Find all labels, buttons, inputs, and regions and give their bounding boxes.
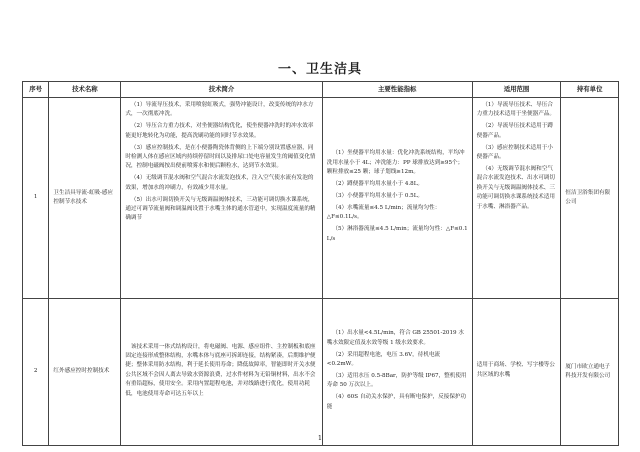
metric-item: （5）淋浴器流量≤4.5 L/min；流量均匀性：△F≤0.1 L/s xyxy=(326,226,468,242)
header-number: 序号 xyxy=(23,82,49,98)
table-row xyxy=(23,98,619,299)
table-row xyxy=(23,299,619,446)
metric-item: （3）小便器平均用水量小于 0.5L。 xyxy=(332,193,424,200)
section-title: 一、卫生洁具 xyxy=(277,62,362,77)
application-scope xyxy=(472,98,561,299)
tech-name: 卫生洁具导流-虹吸-感应控制节水技术 xyxy=(49,98,121,299)
holder-unit: 厦门市欧立通电子科技开发有限公司 xyxy=(561,299,619,446)
row-number: 1 xyxy=(23,98,49,299)
scope-item: （4）无级调节混水阀和空气混合水流发泡技术、出水可调切换开关与无级调温阀体技术、三功能可调切换水课系统技术适用于水嘴、淋浴器产品。 xyxy=(476,165,555,210)
table-header-row xyxy=(23,82,619,98)
scope-item: （1）导流导压技术、导压合力重力技术适用于坐便器产品。 xyxy=(476,102,555,118)
intro-paragraph: 该技术采用一体式结构设计，将电磁阀、电源、感应组件、主控制板和底座固定连接形成整体结构，水嘴本体与底座可拆卸连接，结构紧凑，后期维护便捷；整体采用防水结构，利于延长使用寿命；降低故障率，智能即时开关水便公共区域不会因人离去导致水资源浪费，过水件材料为无铅铜材料，出水不会有重铅超标，使用安全。采用内置超程电池，并对线路进行优化，使用功耗低，电池使用寿命可达五年以上 xyxy=(125,343,316,397)
metric-item: （2）采用超程电池，电压 3.6V，待机电流<0.2mW。 xyxy=(326,351,441,368)
header-scope: 适用范围 xyxy=(472,82,561,98)
page-number: 1 xyxy=(317,434,323,442)
scope-item: （2）导流导压技术适用于蹲便器产品。 xyxy=(476,123,553,139)
intro-paragraph: （1）导流导压技术，采用喷射虹吸式，强势冲能设计，改变传统的冲水方式，一次彻底冲洗。 xyxy=(125,102,314,118)
tech-intro xyxy=(121,98,322,299)
metric-item: （4）水嘴流量≤4.5 L/min；流量均匀性：△F≤0.1L/s。 xyxy=(326,204,441,221)
header-holder: 持有单位 xyxy=(561,82,619,98)
metric-item: （1）坐便器平均用水量：优化冲洗系统结构，平均冲洗用水量小于 4L；冲洗能力：PP 球排放达到≥95个；颗粒排放≤25 颗；球子划线≥12m。 xyxy=(326,150,465,176)
intro-paragraph: （5）出水可调切换开关与无级调温阀体技术，三功能可调切换水课系统，通过可调节流量阀和调温阀设置于水嘴主体的通水管道中，实现温度流量的精确调节 xyxy=(125,196,316,222)
header-tech-intro: 技术简介 xyxy=(121,82,322,98)
header-tech-name: 技术名称 xyxy=(49,82,121,98)
sanitary-ware-table xyxy=(22,81,619,446)
row-number: 2 xyxy=(23,299,49,446)
scope-item: 适用于商场、学校、写字楼等公共区域的水嘴 xyxy=(476,362,555,378)
holder-unit: 恒洁卫浴集团有限公司 xyxy=(561,98,619,299)
performance-metrics xyxy=(322,98,472,299)
metric-item: （3）适用水压 0.5-8Bar，防护等级 IP67，整机使用寿命 50 万次以上。 xyxy=(326,373,467,389)
intro-paragraph: （2）导压合力重力技术，对坐便器结构优化，使坐便器冲洗时的冲水效率能更好地转化为功能，提高洗刷功能的同时节水效果。 xyxy=(125,123,314,139)
scope-item: （3）感应控制技术适用于小便器产品。 xyxy=(476,144,553,161)
metric-item: （1）出水量<4.5L/min，符合 GB 25501-2019 水嘴水效限定值及水效等级 1 级水效要求。 xyxy=(326,330,464,346)
metric-item: （2）蹲便器平均用水量小于 4.8L。 xyxy=(332,181,424,188)
application-scope xyxy=(472,299,561,446)
intro-paragraph: （4）无级调节混水阀和空气混合水流发泡技术，注入空气使水流有发泡的效果，增加水的冲刷力，有效减少用水量。 xyxy=(125,175,314,191)
header-metrics: 主要性能指标 xyxy=(322,82,472,98)
tech-name: 红外感应控时控制技术 xyxy=(49,299,121,446)
intro-paragraph: （3）感应控制技术，是在小便器陶瓷体背侧的上下端分别设置感应器，同时检测人体在感应区域内持续停留时间以及排尿口处电容量发生的阈值变化情况，控制电磁阀按出便前喷雾水和便后颗粒水，达到节水效果。 xyxy=(125,144,316,170)
performance-metrics xyxy=(322,299,472,446)
metric-item: （4）60S 自动关水保护，具有断电保护，反接保护功能 xyxy=(326,394,467,410)
tech-intro xyxy=(121,299,322,446)
